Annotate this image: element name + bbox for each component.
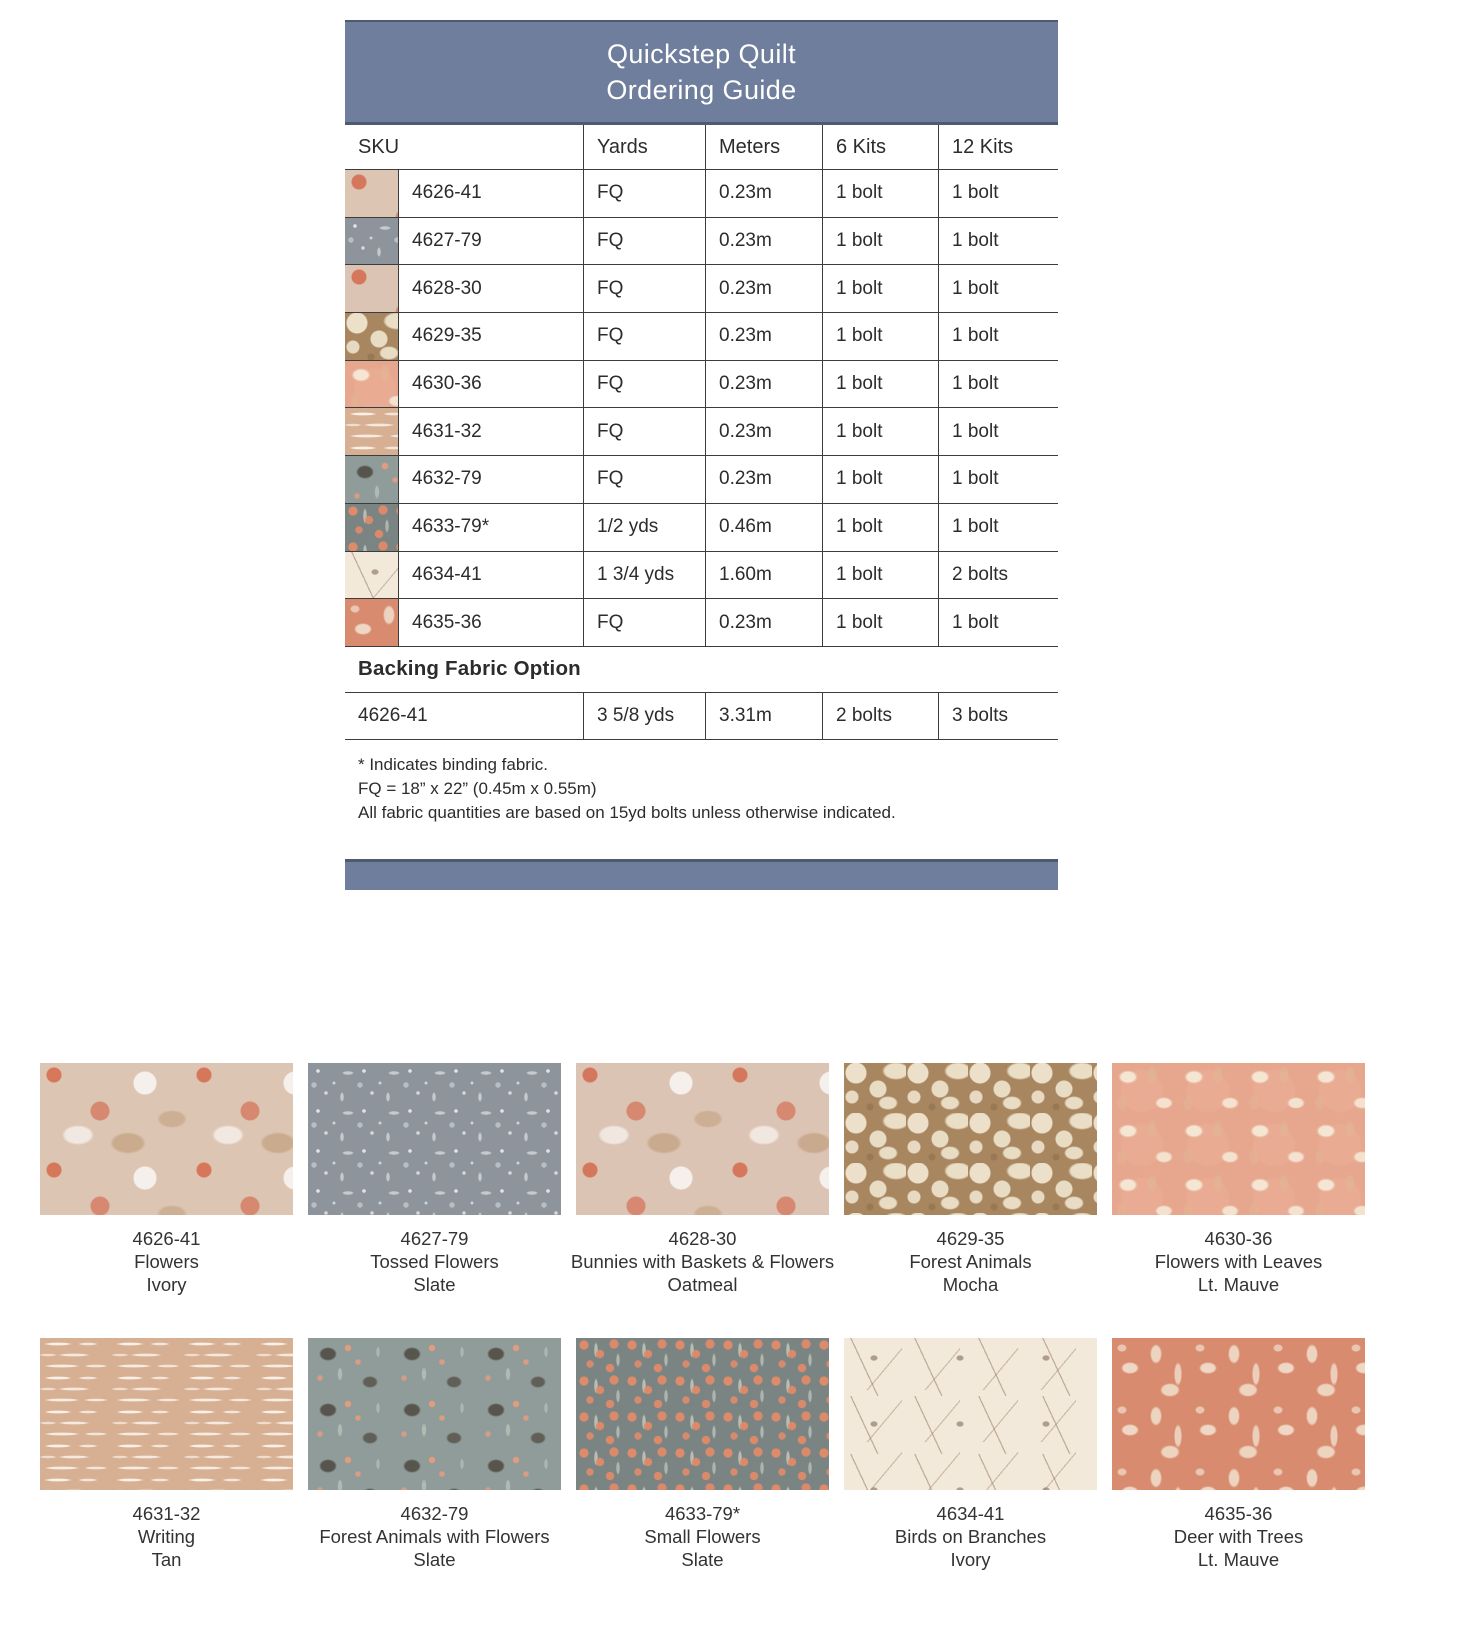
footnotes [358, 753, 1058, 825]
fabric-colorway-line [844, 1273, 1097, 1296]
12kits-cell: 1 bolt [938, 361, 1058, 408]
fabric-caption [40, 1227, 293, 1296]
meters-cell: 0.23m [705, 361, 822, 408]
fabric-name-line [40, 1525, 293, 1548]
fabric-swatch-image [308, 1338, 561, 1490]
fabric-thumbnail [345, 552, 398, 599]
fabric-caption [1112, 1227, 1365, 1296]
table-row [345, 265, 1058, 313]
fabric-card [308, 1063, 561, 1296]
fabric-colorway-line [576, 1548, 829, 1571]
sku-cell: 4634-41 [398, 552, 583, 599]
6kits-cell: 1 bolt [822, 170, 938, 217]
title-bar [345, 20, 1058, 125]
fabric-name: Tossed Flowers [370, 1251, 499, 1272]
fabric-swatch-image [576, 1063, 829, 1215]
12kits-cell: 2 bolts [938, 552, 1058, 599]
table-row [345, 456, 1058, 504]
fabric-colorway: Slate [681, 1549, 724, 1570]
fabric-name: Small Flowers [644, 1526, 761, 1547]
fabric-thumbnail [345, 265, 398, 312]
meters-cell: 0.23m [705, 313, 822, 360]
fabric-colorway: Lt. Mauve [1197, 1274, 1280, 1295]
12kits-cell: 1 bolt [938, 599, 1058, 646]
table-body [345, 170, 1058, 647]
table-row [345, 408, 1058, 456]
sku-cell: 4628-30 [398, 265, 583, 312]
column-header-meters: Meters [705, 125, 822, 169]
table-row [345, 170, 1058, 218]
fabric-sku: 4629-35 [936, 1228, 1005, 1249]
fabric-colorway: Oatmeal [667, 1274, 738, 1295]
fabric-swatch-grid [40, 1063, 1365, 1571]
fabric-sku-line [576, 1502, 829, 1525]
fabric-colorway: Ivory [146, 1274, 187, 1295]
fabric-sku: 4631-32 [132, 1503, 201, 1524]
12kits-cell: 1 bolt [938, 504, 1058, 551]
fabric-name: Bunnies with Baskets & Flowers [570, 1251, 835, 1272]
table-header-row [345, 125, 1058, 170]
fabric-thumbnail [345, 313, 398, 360]
fabric-caption [40, 1502, 293, 1571]
fabric-colorway-line [1112, 1273, 1365, 1296]
6kits-cell: 1 bolt [822, 504, 938, 551]
fabric-card [570, 1063, 835, 1296]
fabric-card [1112, 1063, 1365, 1296]
fabric-swatch-image [844, 1063, 1097, 1215]
fabric-thumbnail [345, 218, 398, 265]
fabric-colorway-line [844, 1548, 1097, 1571]
12kits-cell: 1 bolt [938, 313, 1058, 360]
fabric-name: Flowers with Leaves [1154, 1251, 1323, 1272]
fabric-card [40, 1063, 293, 1296]
fabric-colorway-line [40, 1548, 293, 1571]
6kits-cell: 1 bolt [822, 599, 938, 646]
fabric-name: Forest Animals with Flowers [319, 1526, 550, 1547]
yards-cell: FQ [583, 265, 705, 312]
fabric-sku-line [40, 1502, 293, 1525]
12kits-cell: 1 bolt [938, 408, 1058, 455]
fabric-name: Writing [137, 1526, 196, 1547]
fabric-colorway-line [40, 1273, 293, 1296]
fabric-sku: 4632-79 [400, 1503, 469, 1524]
fabric-thumbnail [345, 456, 398, 503]
fabric-thumbnail [345, 361, 398, 408]
fabric-sku: 4630-36 [1204, 1228, 1273, 1249]
fabric-sku: 4634-41 [936, 1503, 1005, 1524]
ordering-guide [345, 20, 1058, 890]
fabric-swatch-image [1112, 1063, 1365, 1215]
fabric-thumbnail [345, 504, 398, 551]
6kits-cell: 1 bolt [822, 361, 938, 408]
sku-cell: 4633-79* [398, 504, 583, 551]
fabric-colorway-line [1112, 1548, 1365, 1571]
fabric-sku-line [308, 1227, 561, 1250]
table-row [345, 599, 1058, 647]
6kits-cell: 1 bolt [822, 408, 938, 455]
fabric-colorway-line [308, 1273, 561, 1296]
sku-cell: 4630-36 [398, 361, 583, 408]
sku-cell: 4635-36 [398, 599, 583, 646]
meters-cell: 0.23m [705, 218, 822, 265]
yards-cell: FQ [583, 361, 705, 408]
fabric-sku: 4635-36 [1204, 1503, 1273, 1524]
fabric-sku: 4628-30 [668, 1228, 737, 1249]
table-row [345, 361, 1058, 409]
fabric-name-line [1112, 1250, 1365, 1273]
table-row [345, 218, 1058, 266]
bottom-accent-bar [345, 859, 1058, 890]
fabric-caption [844, 1502, 1097, 1571]
fabric-thumbnail [345, 170, 398, 217]
sku-cell: 4631-32 [398, 408, 583, 455]
fabric-name-line [844, 1525, 1097, 1548]
fabric-name: Deer with Trees [1173, 1526, 1304, 1547]
backing-meters-cell: 3.31m [705, 693, 822, 739]
sku-cell: 4627-79 [398, 218, 583, 265]
sku-cell: 4629-35 [398, 313, 583, 360]
fabric-sku-line [1112, 1502, 1365, 1525]
fabric-card [576, 1338, 829, 1571]
backing-6kits-cell: 2 bolts [822, 693, 938, 739]
meters-cell: 0.23m [705, 265, 822, 312]
fabric-sku-line [576, 1227, 829, 1250]
fabric-sku-line [1112, 1227, 1365, 1250]
fabric-card [1112, 1338, 1365, 1571]
guide-title-line2: Ordering Guide [606, 75, 797, 105]
fabric-caption [844, 1227, 1097, 1296]
fabric-sku: 4627-79 [400, 1228, 469, 1249]
footnote-line: * Indicates binding fabric. [358, 754, 548, 774]
fabric-name-line [308, 1525, 561, 1548]
fabric-swatch-image [40, 1063, 293, 1215]
fabric-swatch-image [576, 1338, 829, 1490]
meters-cell: 0.23m [705, 456, 822, 503]
fabric-sku: 4633-79* [664, 1503, 741, 1524]
fabric-colorway: Tan [151, 1549, 182, 1570]
fabric-thumbnail [345, 408, 398, 455]
backing-heading: Backing Fabric Option [358, 657, 581, 681]
fabric-name-line [40, 1250, 293, 1273]
fabric-colorway: Ivory [950, 1549, 991, 1570]
fabric-colorway: Lt. Mauve [1197, 1549, 1280, 1570]
fabric-sku: 4626-41 [132, 1228, 201, 1249]
fabric-colorway: Slate [413, 1549, 456, 1570]
yards-cell: FQ [583, 313, 705, 360]
fabric-colorway: Mocha [942, 1274, 999, 1295]
fabric-name-line [1112, 1525, 1365, 1548]
backing-fabric-row [345, 692, 1058, 740]
footnote-line: FQ = 18” x 22” (0.45m x 0.55m) [358, 778, 597, 798]
footnote-line: All fabric quantities are based on 15yd bolts unless otherwise indicated. [358, 802, 896, 822]
6kits-cell: 1 bolt [822, 218, 938, 265]
12kits-cell: 1 bolt [938, 265, 1058, 312]
fabric-name-line [308, 1250, 561, 1273]
table-row [345, 552, 1058, 600]
fabric-colorway-line [308, 1548, 561, 1571]
guide-title-line1: Quickstep Quilt [606, 39, 797, 69]
fabric-caption [1112, 1502, 1365, 1571]
fabric-caption [308, 1502, 561, 1571]
fabric-thumbnail [345, 599, 398, 646]
meters-cell: 0.46m [705, 504, 822, 551]
fabric-name-line [844, 1250, 1097, 1273]
fabric-caption [576, 1502, 829, 1571]
yards-cell: FQ [583, 456, 705, 503]
12kits-cell: 1 bolt [938, 218, 1058, 265]
sku-cell: 4626-41 [398, 170, 583, 217]
meters-cell: 0.23m [705, 170, 822, 217]
fabric-sku-line [844, 1502, 1097, 1525]
yards-cell: 1 3/4 yds [583, 552, 705, 599]
6kits-cell: 1 bolt [822, 552, 938, 599]
12kits-cell: 1 bolt [938, 456, 1058, 503]
sku-cell: 4632-79 [398, 456, 583, 503]
meters-cell: 0.23m [705, 408, 822, 455]
yards-cell: FQ [583, 170, 705, 217]
backing-12kits-cell: 3 bolts [938, 693, 1058, 739]
fabric-name: Birds on Branches [894, 1526, 1047, 1547]
6kits-cell: 1 bolt [822, 456, 938, 503]
table-row [345, 504, 1058, 552]
fabric-card [844, 1063, 1097, 1296]
6kits-cell: 1 bolt [822, 265, 938, 312]
fabric-swatch-image [308, 1063, 561, 1215]
column-header-yards: Yards [583, 125, 705, 169]
table-row [345, 313, 1058, 361]
column-header-6kits: 6 Kits [822, 125, 938, 169]
fabric-name-line [570, 1250, 835, 1273]
fabric-card [40, 1338, 293, 1571]
fabric-colorway: Slate [413, 1274, 456, 1295]
fabric-name-line [576, 1525, 829, 1548]
yards-cell: 1/2 yds [583, 504, 705, 551]
fabric-card [844, 1338, 1097, 1571]
yards-cell: FQ [583, 599, 705, 646]
fabric-name: Flowers [134, 1251, 199, 1272]
fabric-caption [570, 1227, 835, 1296]
column-header-12kits: 12 Kits [938, 125, 1058, 169]
backing-sku-cell: 4626-41 [358, 704, 428, 726]
yards-cell: FQ [583, 408, 705, 455]
backing-yards-cell: 3 5/8 yds [583, 693, 705, 739]
column-header-sku: SKU [358, 135, 400, 158]
fabric-sku-line [40, 1227, 293, 1250]
meters-cell: 1.60m [705, 552, 822, 599]
fabric-swatch-image [40, 1338, 293, 1490]
meters-cell: 0.23m [705, 599, 822, 646]
fabric-colorway-line [576, 1273, 829, 1296]
fabric-swatch-image [1112, 1338, 1365, 1490]
yards-cell: FQ [583, 218, 705, 265]
fabric-card [308, 1338, 561, 1571]
12kits-cell: 1 bolt [938, 170, 1058, 217]
fabric-sku-line [844, 1227, 1097, 1250]
fabric-sku-line [308, 1502, 561, 1525]
6kits-cell: 1 bolt [822, 313, 938, 360]
fabric-caption [308, 1227, 561, 1296]
fabric-swatch-image [844, 1338, 1097, 1490]
fabric-name: Forest Animals [909, 1251, 1032, 1272]
